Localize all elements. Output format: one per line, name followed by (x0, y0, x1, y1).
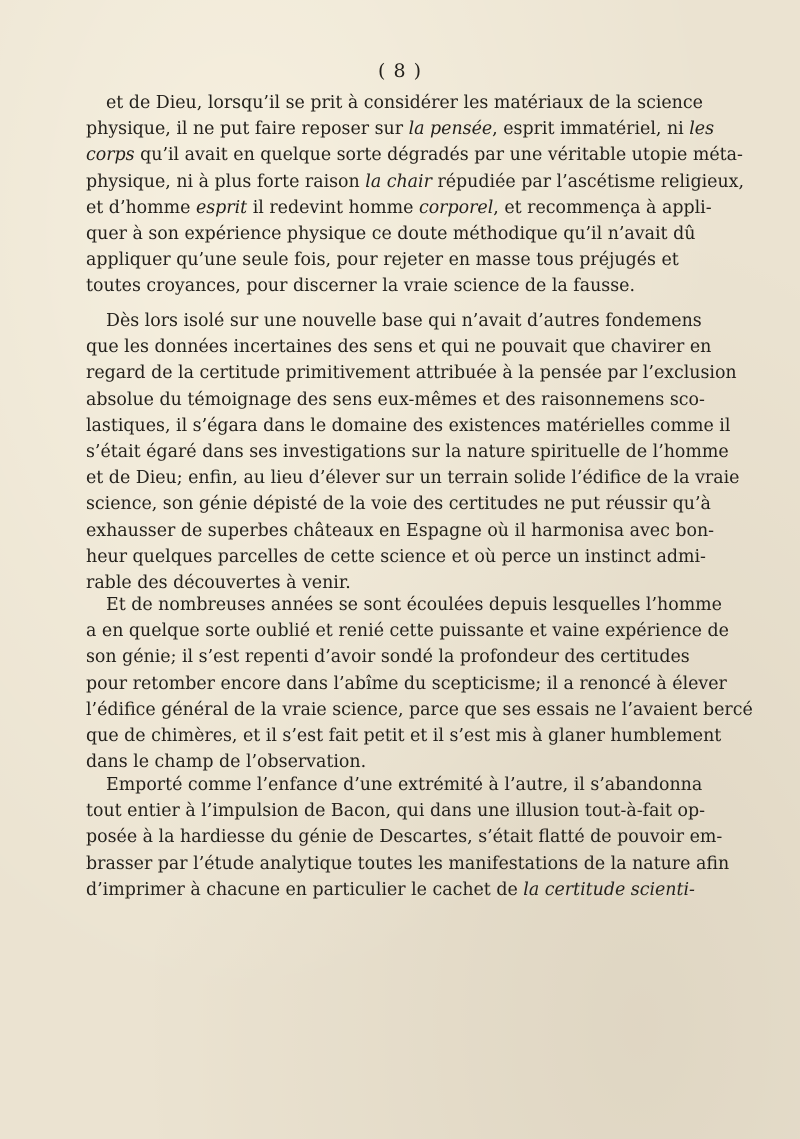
text-line (86, 142, 743, 168)
text-segment: Et de nombreuses années se sont écoulées depuis lesquelles l’homme (106, 595, 722, 615)
text-line (86, 491, 711, 517)
text-line (86, 772, 703, 798)
text-segment: toutes croyances, pour discerner la vraie science de la fausse. (86, 276, 635, 297)
text-line (86, 413, 731, 439)
text-line (86, 671, 727, 697)
text-segment: brasser par l’étude analytique toutes les manifestations de la nature afin (86, 853, 730, 874)
text-segment: et de Dieu; enfin, au lieu d’élever sur un terrain solide l’édifice de la vraie (86, 468, 740, 489)
text-segment: appliquer qu’une seule fois, pour rejeter en masse tous préjugés et (86, 250, 679, 271)
text-segment: heur quelques parcelles de cette science et où perce un instinct admi- (86, 546, 706, 567)
text-line (86, 465, 740, 491)
text-segment: quer à son expérience physique ce doute méthodique qu’il n’avait dû (86, 223, 696, 244)
italic-text: corps (86, 145, 135, 166)
text-segment: qu’il avait en quelque sorte dégradés par une véritable utopie méta- (134, 145, 743, 166)
paragraph (86, 592, 753, 775)
italic-text: la chair (365, 171, 432, 192)
text-line (86, 723, 722, 749)
text-segment: que les données incertaines des sens et qui ne pouvait que chavirer en (86, 337, 712, 358)
italic-text: la pensée (408, 119, 493, 140)
text-segment: Emporté comme l’enfance d’une extrémité à l’autre, il s’abandonna (106, 775, 703, 795)
text-segment: que de chimères, et il s’est fait petit et il s’est mis à glaner humblement (86, 725, 722, 746)
paragraph (86, 90, 744, 300)
text-line (86, 169, 744, 195)
text-segment: son génie; il s’est repenti d’avoir sondé la profondeur des certitudes (86, 647, 690, 668)
text-segment: l’édifice général de la vraie science, parce que ses essais ne l’avaient bercé (86, 699, 753, 720)
text-segment: rable des découvertes à venir. (86, 572, 351, 593)
text-segment: exhausser de superbes châteaux en Espagne où il harmonisa avec bon- (86, 520, 715, 541)
text-line (86, 644, 690, 670)
text-line (86, 824, 723, 850)
text-line (86, 247, 679, 273)
text-segment: et d’homme (86, 197, 196, 218)
text-line (86, 195, 712, 221)
text-line (86, 387, 705, 413)
paragraph (86, 308, 740, 596)
text-line (86, 518, 715, 544)
page-number: ( 8 ) (378, 60, 422, 82)
text-segment: répudiée par l’ascétisme religieux, (431, 171, 744, 192)
text-line (86, 439, 729, 465)
paragraph (86, 772, 730, 903)
text-segment: physique, il ne put faire reposer sur (86, 119, 409, 140)
text-line (86, 798, 706, 824)
text-line (86, 592, 722, 618)
italic-text: esprit (195, 197, 248, 218)
text-segment: physique, ni à plus forte raison (86, 171, 366, 192)
text-segment: science, son génie dépisté de la voie des certitudes ne put réussir qu’à (86, 494, 711, 515)
text-line (86, 618, 729, 644)
text-segment: a en quelque sorte oublié et renié cette puissante et vaine expérience de (86, 621, 729, 642)
text-segment: et de Dieu, lorsqu’il se prit à considérer les matériaux de la science (106, 93, 703, 113)
text-line (86, 90, 703, 116)
text-segment: Dès lors isolé sur une nouvelle base qui n’avait d’autres fondemens (106, 311, 702, 331)
text-segment: regard de la certitude primitivement attribuée à la pensée par l’exclusion (86, 363, 737, 384)
text-line (86, 273, 664, 299)
text-segment: , et recommença à appli- (493, 197, 712, 218)
text-line (86, 697, 753, 723)
text-segment: s’était égaré dans ses investigations sur la nature spirituelle de l’homme (86, 441, 729, 462)
text-segment: pour retomber encore dans l’abîme du scepticisme; il a renoncé à élever (86, 673, 727, 694)
text-line (86, 116, 715, 142)
text-line (86, 308, 702, 334)
italic-text: la certitude scienti- (523, 879, 695, 900)
text-line (86, 360, 737, 386)
text-segment: il redevint homme (247, 197, 419, 218)
text-segment: tout entier à l’impulsion de Bacon, qui dans une illusion tout-à-fait op- (86, 801, 706, 822)
text-line (86, 877, 695, 903)
text-segment: posée à la hardiesse du génie de Descartes, s’était flatté de pouvoir em- (86, 827, 723, 848)
text-segment: lastiques, il s’égara dans le domaine des existences matérielles comme il (86, 415, 731, 436)
text-segment: dans le champ de l’observation. (86, 752, 367, 773)
italic-text: les (689, 119, 715, 140)
text-line (86, 544, 706, 570)
italic-text: corporel (418, 197, 494, 218)
text-line (86, 851, 730, 877)
text-line (86, 221, 696, 247)
text-line (86, 334, 712, 360)
text-segment: d’imprimer à chacune en particulier le cachet de (86, 879, 524, 900)
text-segment: absolue du témoignage des sens eux-mêmes et des raisonnemens sco- (86, 389, 705, 410)
text-segment: , esprit immatériel, ni (492, 119, 690, 140)
